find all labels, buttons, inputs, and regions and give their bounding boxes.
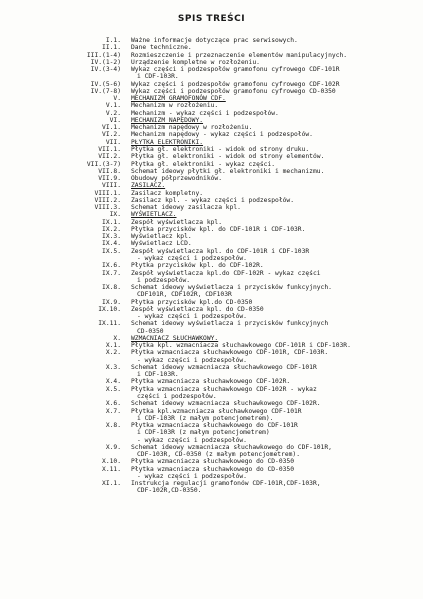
toc-entry-text: CDF101R, CDF102R, CDF103R (137, 291, 232, 299)
toc-entry-text: i CDF-103R (z małym potencjometrem). (137, 414, 274, 422)
toc-entry-number: V. (113, 95, 121, 103)
toc-entry (0, 197, 423, 204)
toc-entry-text: i CDF-103R (z małym potencjometrem) (137, 429, 270, 437)
toc-entry-text: Wykaz części i podzespołów gramofonu cyfrowego CDF-102R (131, 80, 340, 88)
toc-entry-text: - wykaz części i podzespołów. (137, 254, 247, 262)
toc-entry-number: IV.(7-8) (90, 87, 121, 95)
toc-entry-number: X.6. (105, 400, 121, 408)
toc-entry-number: X.4. (105, 378, 121, 386)
toc-entry-number: IX.6. (102, 262, 121, 270)
toc-entry (0, 335, 423, 342)
toc-entry (0, 400, 423, 407)
toc-section-heading: ZASILACZ. (131, 182, 166, 190)
toc-entry-number: IV.(3-4) (90, 66, 121, 74)
toc-entry (0, 393, 423, 400)
toc-entry-number: X. (113, 334, 121, 342)
toc-entry-number: X.9. (105, 443, 121, 451)
toc-entry-number: VII.9. (98, 175, 121, 183)
toc-entry-text: Wyświetlacz LCD. (131, 240, 192, 248)
toc-entry (0, 95, 423, 102)
toc-entry-text: Płytka wzmacniacza słuchawkowego CDF-102R - wykaz (131, 385, 317, 393)
toc-entry-text: - wykaz części i podzespołów. (137, 356, 247, 364)
toc-entry (0, 349, 423, 356)
toc-entry (0, 66, 423, 73)
toc-entry (0, 219, 423, 226)
toc-entry (0, 408, 423, 415)
toc-entry (0, 102, 423, 109)
toc-section-heading: WZMACNIACZ SŁUCHAWKOWY. (131, 334, 219, 342)
toc-entry-number: IX.1. (102, 218, 121, 226)
toc-entry-number: IX.11. (98, 320, 121, 328)
toc-entry-number: VIII.3. (94, 204, 121, 212)
toc-entry-text: Zasilacz kompletny. (131, 189, 204, 197)
toc-entry-text: Dane techniczne. (131, 44, 192, 52)
toc-entry-text: Płytka przycisków kpl. do CDF-101R i CDF-103R. (131, 225, 306, 233)
toc-entry (0, 458, 423, 465)
toc-entry (0, 153, 423, 160)
toc-entry-number: IX.4. (102, 240, 121, 248)
toc-entry (0, 422, 423, 429)
toc-entry-text: Zespół wyświetlacza kpl. do CD-0350 (131, 305, 264, 313)
toc-entry (0, 110, 423, 117)
toc-entry (0, 117, 423, 124)
toc-entry-text: Mechanizm napędowy w rozłożeniu. (131, 124, 253, 132)
toc-entry-text: Mechanizm - wykaz części i podzespołów. (131, 109, 279, 117)
toc-entry-text: Płytka wzmacniacza słuchawkowego do CD-0350 (131, 465, 295, 473)
toc-entry (0, 328, 423, 335)
toc-entry-text: Płytka kpl.wzmacniacza słuchawkowego CDF-101R (131, 407, 302, 415)
toc-entry-text: Mechanizm w rozłożeniu. (131, 102, 219, 110)
toc-entry-number: III.(1-4) (86, 51, 121, 59)
page-title: SPIS TREŚCI (177, 14, 246, 24)
toc-entry (0, 226, 423, 233)
toc-entry (0, 415, 423, 422)
toc-entry-number: IX.2. (102, 225, 121, 233)
toc-entry-text: Wyświetlacz kpl. (131, 233, 192, 241)
toc-entry-text: Wykaz części i podzespołów gramofonu cyfrowego CD-0350 (131, 87, 336, 95)
toc-entry-text: Urządzenie kompletne w rozłożeniu. (131, 58, 260, 66)
toc-entry-text: i CDF-103R. (137, 73, 179, 81)
toc-entry (0, 277, 423, 284)
toc-entry (0, 233, 423, 240)
toc-entry-number: IX.5. (102, 247, 121, 255)
toc-entry (0, 168, 423, 175)
toc-entry-number: X.7. (105, 407, 121, 415)
toc-entry-text: i CDF-103R. (137, 371, 179, 379)
toc-entry-number: VIII. (102, 182, 121, 190)
toc-entry-number: IX.8. (102, 284, 121, 292)
toc-entry (0, 284, 423, 291)
toc-entry-number: X.2. (105, 349, 121, 357)
toc-entry (0, 52, 423, 59)
toc-entry-text: Płytka wzmacniacza słuchawkowego do CDF-101R (131, 422, 298, 430)
toc-entry (0, 248, 423, 255)
toc-entry-text: Wykaz części i podzespołów gramofonu cyfrowego CDF-101R (131, 66, 340, 74)
toc-entry-text: CDF-103R, CD-0350 (z małym potencjometrem). (137, 451, 301, 459)
toc-entry-number: II.1. (102, 44, 121, 52)
toc-entry (0, 182, 423, 189)
toc-section-heading: PŁYTKA ELEKTRONIKI. (131, 138, 204, 146)
toc-entry-text: Płytka przycisków kpl.do CD-0350 (131, 298, 253, 306)
toc-entry-number: IX.10. (98, 305, 121, 313)
toc-entry (0, 204, 423, 211)
toc-entry-number: IX.3. (102, 233, 121, 241)
toc-entry (0, 44, 423, 51)
toc-entry-text: - wykaz części i podzespołów. (137, 472, 247, 480)
toc-entry (0, 357, 423, 364)
toc-section-heading: MECHANIZM GRAMOFONÓW CDF. (131, 95, 226, 103)
toc-entry-text: Schemat ideowy wzmacniacza słuchawkowego CDF-101R (131, 363, 317, 371)
toc-entry (0, 378, 423, 385)
toc-entry-text: Ważne informacje dotyczące prac serwisowych. (131, 37, 298, 44)
toc-entry-number: VIII.1. (94, 189, 121, 197)
table-of-contents (0, 37, 423, 495)
toc-entry-text: Obudowy półprzewodników. (131, 175, 222, 183)
toc-entry-number: VI. (109, 116, 121, 124)
toc-entry-number: XI.1. (102, 480, 121, 488)
toc-entry-number: VII.8. (98, 167, 121, 175)
toc-entry-text: CD-0350 (137, 327, 164, 335)
toc-entry-number: VII.1. (98, 145, 121, 153)
toc-entry (0, 444, 423, 451)
toc-entry (0, 161, 423, 168)
toc-entry (0, 487, 423, 494)
toc-entry (0, 342, 423, 349)
toc-entry (0, 59, 423, 66)
toc-entry-number: IX.9. (102, 298, 121, 306)
toc-entry-number: VI.1. (102, 124, 121, 132)
toc-entry-text: Mechanizm napędowy - wykaz części i podzespołów. (131, 131, 313, 139)
toc-entry-text: Schemat ideowy zasilacza kpl. (131, 204, 241, 212)
toc-entry-number: VI.2. (102, 131, 121, 139)
toc-entry (0, 466, 423, 473)
toc-entry-text: CDF-102R,CD-0350. (137, 487, 202, 495)
toc-entry-text: Płytka gł. elektroniki - widok od strony druku. (131, 145, 310, 153)
toc-entry (0, 437, 423, 444)
toc-entry (0, 429, 423, 436)
toc-entry-text: Schemat ideowy płytki gł. elektroniki i mechanizmu. (131, 167, 325, 175)
toc-entry-text: Płytka wzmacniacza słuchawkowego do CD-0350 (131, 458, 295, 466)
toc-entry (0, 262, 423, 269)
toc-entry-text: Rozmieszczenie i przeznaczenie elementów manipulacyjnych. (131, 51, 348, 59)
toc-entry-text: Płytka przycisków kpl. do CDF-102R. (131, 262, 264, 270)
toc-entry-text: Płytka wzmacniacza słuchawkowego CDF-101R, CDF-103R. (131, 349, 329, 357)
toc-entry-text: Schemat ideowy wyświetlacza i przycisków funkcyjnych. (131, 284, 332, 292)
toc-entry-text: części i podzespołów. (137, 393, 217, 401)
toc-entry (0, 371, 423, 378)
toc-entry-number: X.5. (105, 385, 121, 393)
toc-entry-number: X.10. (102, 458, 121, 466)
toc-entry (0, 37, 423, 44)
toc-entry-text: Zespół wyświetlacza kpl. (131, 218, 222, 226)
toc-entry-number: X.8. (105, 422, 121, 430)
toc-entry (0, 270, 423, 277)
toc-entry-text: Schemat ideowy wyświetlacza i przycisków funkcyjnych (131, 320, 329, 328)
toc-entry (0, 175, 423, 182)
toc-entry (0, 139, 423, 146)
toc-section-heading: MECHANIZM NAPĘDOWY. (131, 116, 204, 124)
toc-entry-number: V.1. (105, 102, 121, 110)
toc-entry-text: Zespół wyświetlacza kpl. do CDF-101R i CDF-103R (131, 247, 310, 255)
toc-entry (0, 451, 423, 458)
toc-entry-text: Zasilacz kpl. - wykaz części i podzespołów. (131, 196, 295, 204)
toc-entry (0, 306, 423, 313)
toc-entry-number: X.11. (102, 465, 121, 473)
toc-entry (0, 299, 423, 306)
toc-entry (0, 320, 423, 327)
toc-entry (0, 480, 423, 487)
toc-section-heading: WYŚWIETLACZ. (131, 211, 177, 219)
toc-entry-number: VII.(3-7) (86, 160, 121, 168)
toc-entry-text: - wykaz części i podzespołów. (137, 436, 247, 444)
toc-entry-text: Płytka wzmacniacza słuchawkowego CDF-102R. (131, 378, 291, 386)
toc-entry-text: Płytka kpl. wzmacniacza słuchawkowego CDF-101R i CDF-103R. (131, 342, 351, 350)
toc-entry-number: IV.(1-2) (90, 58, 121, 66)
toc-entry-number: IX. (109, 211, 121, 219)
toc-entry-text: - wykaz części i podzespołów. (137, 313, 247, 321)
toc-entry (0, 131, 423, 138)
toc-entry (0, 291, 423, 298)
toc-entry-number: VII.2. (98, 153, 121, 161)
toc-entry (0, 81, 423, 88)
toc-entry-number: IX.7. (102, 269, 121, 277)
toc-entry-number: X.3. (105, 363, 121, 371)
toc-entry (0, 73, 423, 80)
toc-entry-text: Płytka gł. elektroniki - wykaz części. (131, 160, 276, 168)
toc-entry-text: Zespół wyświetlacza kpl.do CDF-102R - wykaz części (131, 269, 321, 277)
toc-entry (0, 190, 423, 197)
toc-entry-text: Płytka gł. elektroniki - widok od strony elementów. (131, 153, 325, 161)
toc-entry-number: I.1. (105, 37, 121, 44)
toc-entry-number: IV.(5-6) (90, 80, 121, 88)
toc-entry (0, 364, 423, 371)
toc-entry-text: Instrukcja regulacji gramofonów CDF-101R,CDF-103R, (131, 480, 321, 488)
toc-entry-number: V.2. (105, 109, 121, 117)
toc-entry-number: VII. (105, 138, 121, 146)
toc-entry (0, 240, 423, 247)
toc-entry-text: Schemat ideowy wzmacniacza słuchawkowego do CDF-101R, (131, 443, 332, 451)
toc-entry-number: X.1. (105, 342, 121, 350)
toc-entry-text: i podzespołów. (137, 276, 191, 284)
toc-entry-text: Schemat ideowy wzmacniacza słuchawkowego CDF-102R. (131, 400, 321, 408)
toc-entry-number: VIII.2. (94, 196, 121, 204)
toc-entry (0, 211, 423, 218)
toc-entry (0, 386, 423, 393)
